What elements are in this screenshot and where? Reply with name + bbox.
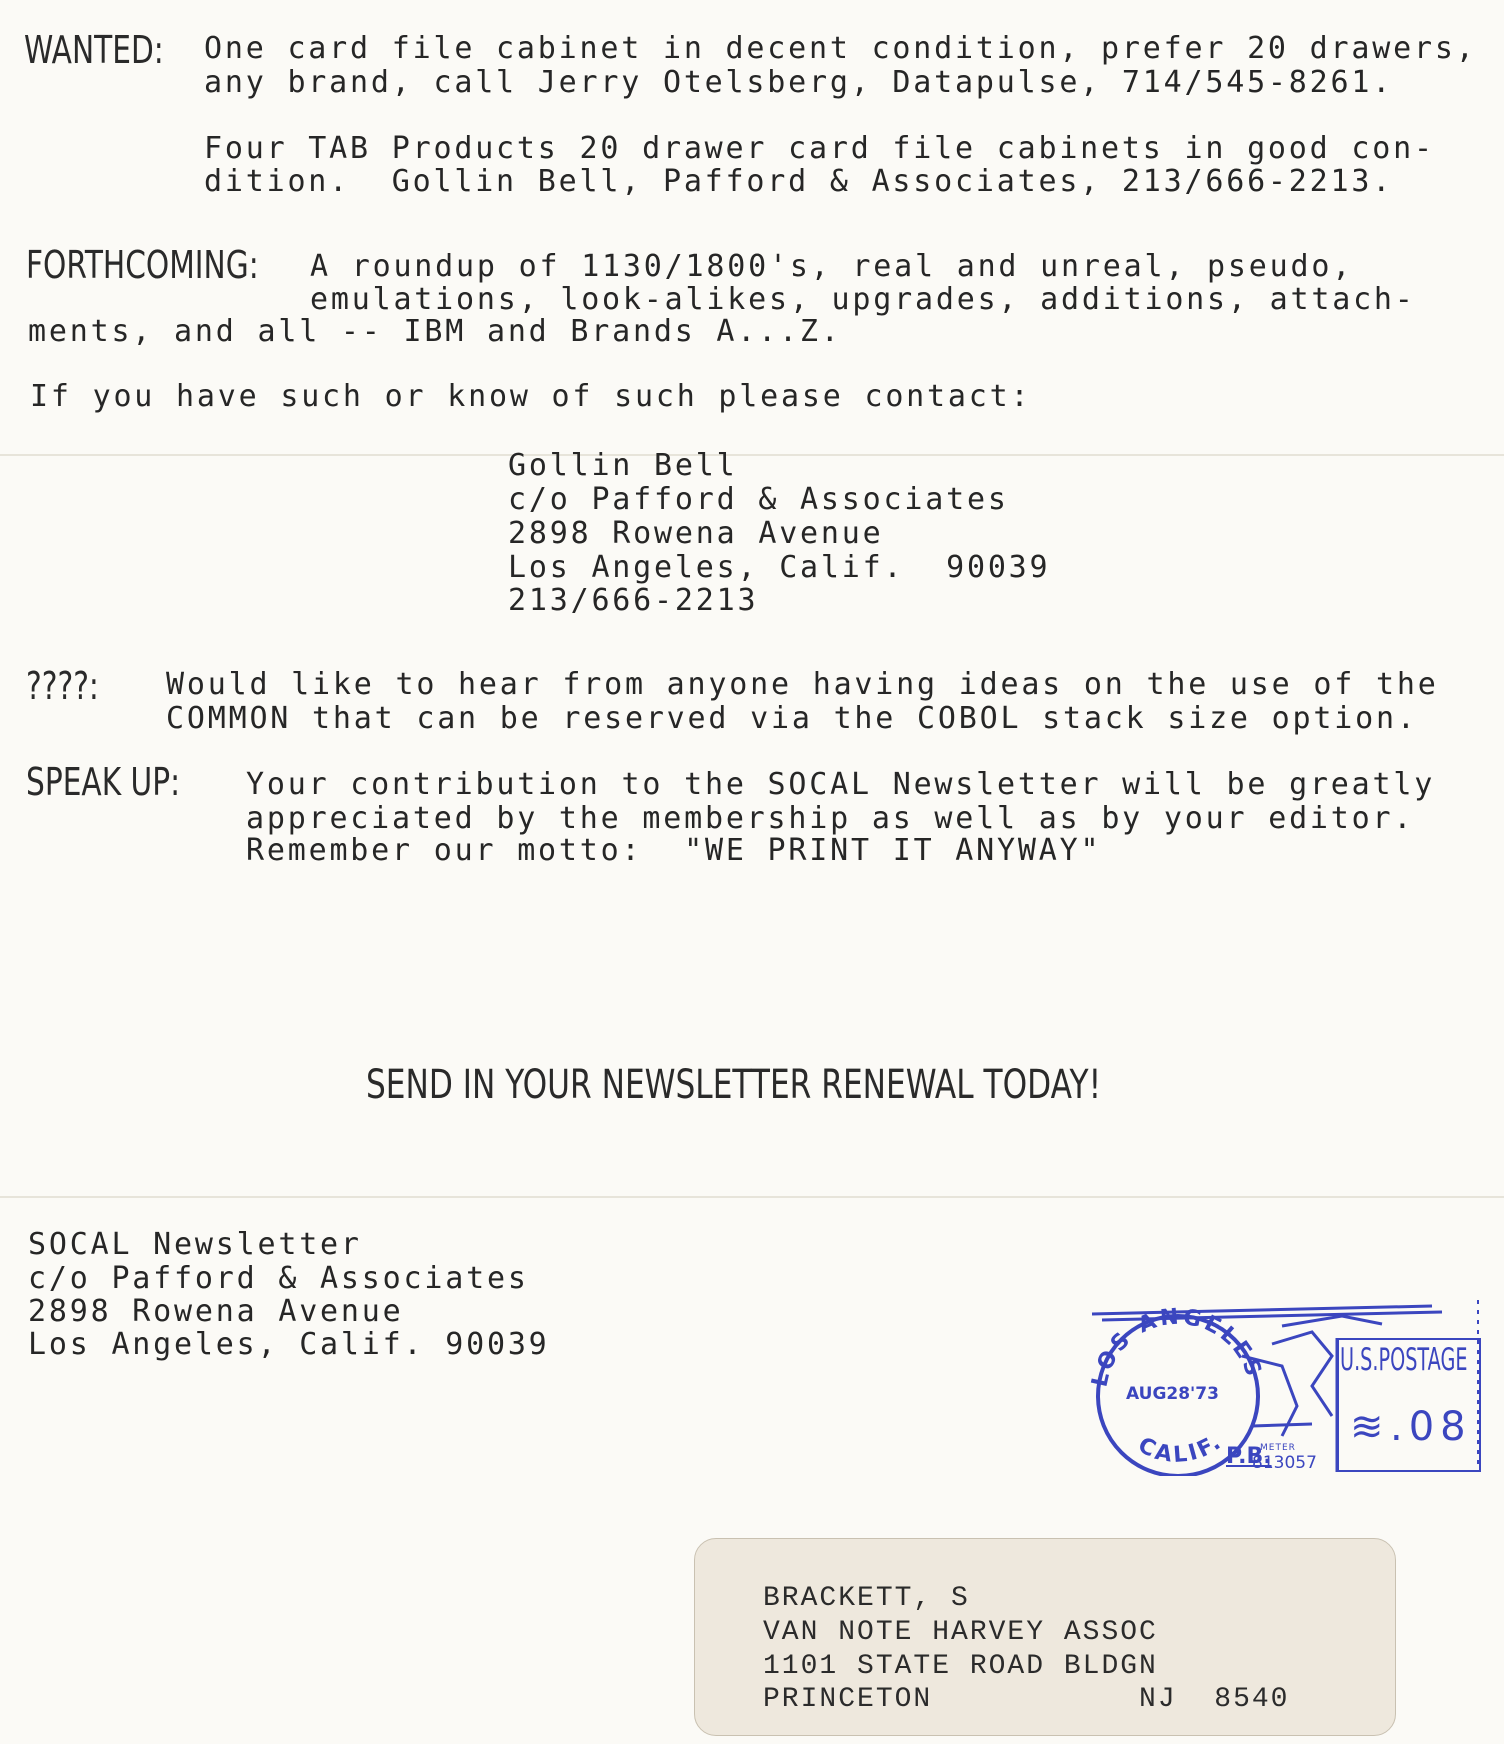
mailing-label [694, 1538, 1396, 1736]
wanted-item-1-line-2: any brand, call Jerry Otelsberg, Datapulse, 714/545-8261. [204, 65, 1394, 100]
paper-fold [0, 454, 1504, 456]
contact-company: c/o Pafford & Associates [508, 482, 1009, 517]
wanted-item-2-line-2: dition. Gollin Bell, Pafford & Associates, 213/666-2213. [204, 164, 1394, 199]
wanted-item-2-line-1: Four TAB Products 20 drawer card file cabinets in good con- [204, 131, 1435, 166]
return-address-city: Los Angeles, Calif. 90039 [28, 1327, 550, 1362]
wanted-heading: WANTED: [24, 28, 164, 72]
speak-up-line-2: appreciated by the membership as well as by your editor. [246, 801, 1415, 836]
speak-up-line-3: Remember our motto: "WE PRINT IT ANYWAY" [246, 833, 1102, 868]
contact-city: Los Angeles, Calif. 90039 [508, 550, 1051, 585]
meter-prefix: P.B. [1226, 1444, 1272, 1469]
postage-value: .08 [1390, 1404, 1472, 1450]
recipient-city: PRINCETON NJ 8540 [763, 1684, 1290, 1715]
speak-up-line-1: Your contribution to the SOCAL Newsletter will be greatly [246, 767, 1436, 802]
postage-label: U.S.POSTAGE [1340, 1342, 1468, 1378]
recipient-company: VAN NOTE HARVEY ASSOC [763, 1617, 1158, 1648]
question-line-2: COMMON that can be reserved via the COBOL stack size option. [166, 701, 1418, 736]
contact-name: Gollin Bell [508, 448, 738, 483]
approx-symbol: ≋ [1350, 1404, 1384, 1450]
postage-meter-stamp [1082, 1296, 1482, 1476]
postmark-state: CALIF. [1133, 1428, 1228, 1469]
recipient-name: BRACKETT, S [763, 1583, 970, 1614]
return-address-street: 2898 Rowena Avenue [28, 1294, 404, 1329]
svg-text:CALIF. [1134, 1429, 1228, 1468]
renewal-banner: SEND IN YOUR NEWSLETTER RENEWAL TODAY! [366, 1062, 1102, 1108]
return-address-company: c/o Pafford & Associates [28, 1261, 529, 1296]
return-address-name: SOCAL Newsletter [28, 1227, 362, 1262]
meter-number: 813057 [1252, 1453, 1317, 1473]
contact-phone: 213/666-2213 [508, 583, 759, 618]
forthcoming-heading: FORTHCOMING: [26, 243, 259, 287]
wanted-item-1-line-1: One card file cabinet in decent condition, prefer 20 drawers, [204, 31, 1477, 66]
forthcoming-line-1: A roundup of 1130/1800's, real and unreal, pseudo, [310, 249, 1354, 284]
postmark-date: AUG28'73 [1126, 1384, 1219, 1404]
question-heading: ????: [26, 664, 99, 708]
contact-prompt: If you have such or know of such please contact: [30, 379, 1032, 414]
forthcoming-line-2: emulations, look-alikes, upgrades, additions, attach- [310, 282, 1416, 317]
contact-street: 2898 Rowena Avenue [508, 516, 884, 551]
speak-up-heading: SPEAK UP: [26, 760, 181, 804]
paper-fold [0, 1196, 1504, 1198]
postmark-city: LOS ANGELES [1087, 1304, 1267, 1390]
meter-word: METER [1260, 1443, 1296, 1453]
forthcoming-line-3: ments, and all -- IBM and Brands A...Z. [28, 314, 842, 349]
question-line-1: Would like to hear from anyone having ideas on the use of the [166, 667, 1439, 702]
recipient-street: 1101 STATE ROAD BLDGN [763, 1651, 1158, 1682]
